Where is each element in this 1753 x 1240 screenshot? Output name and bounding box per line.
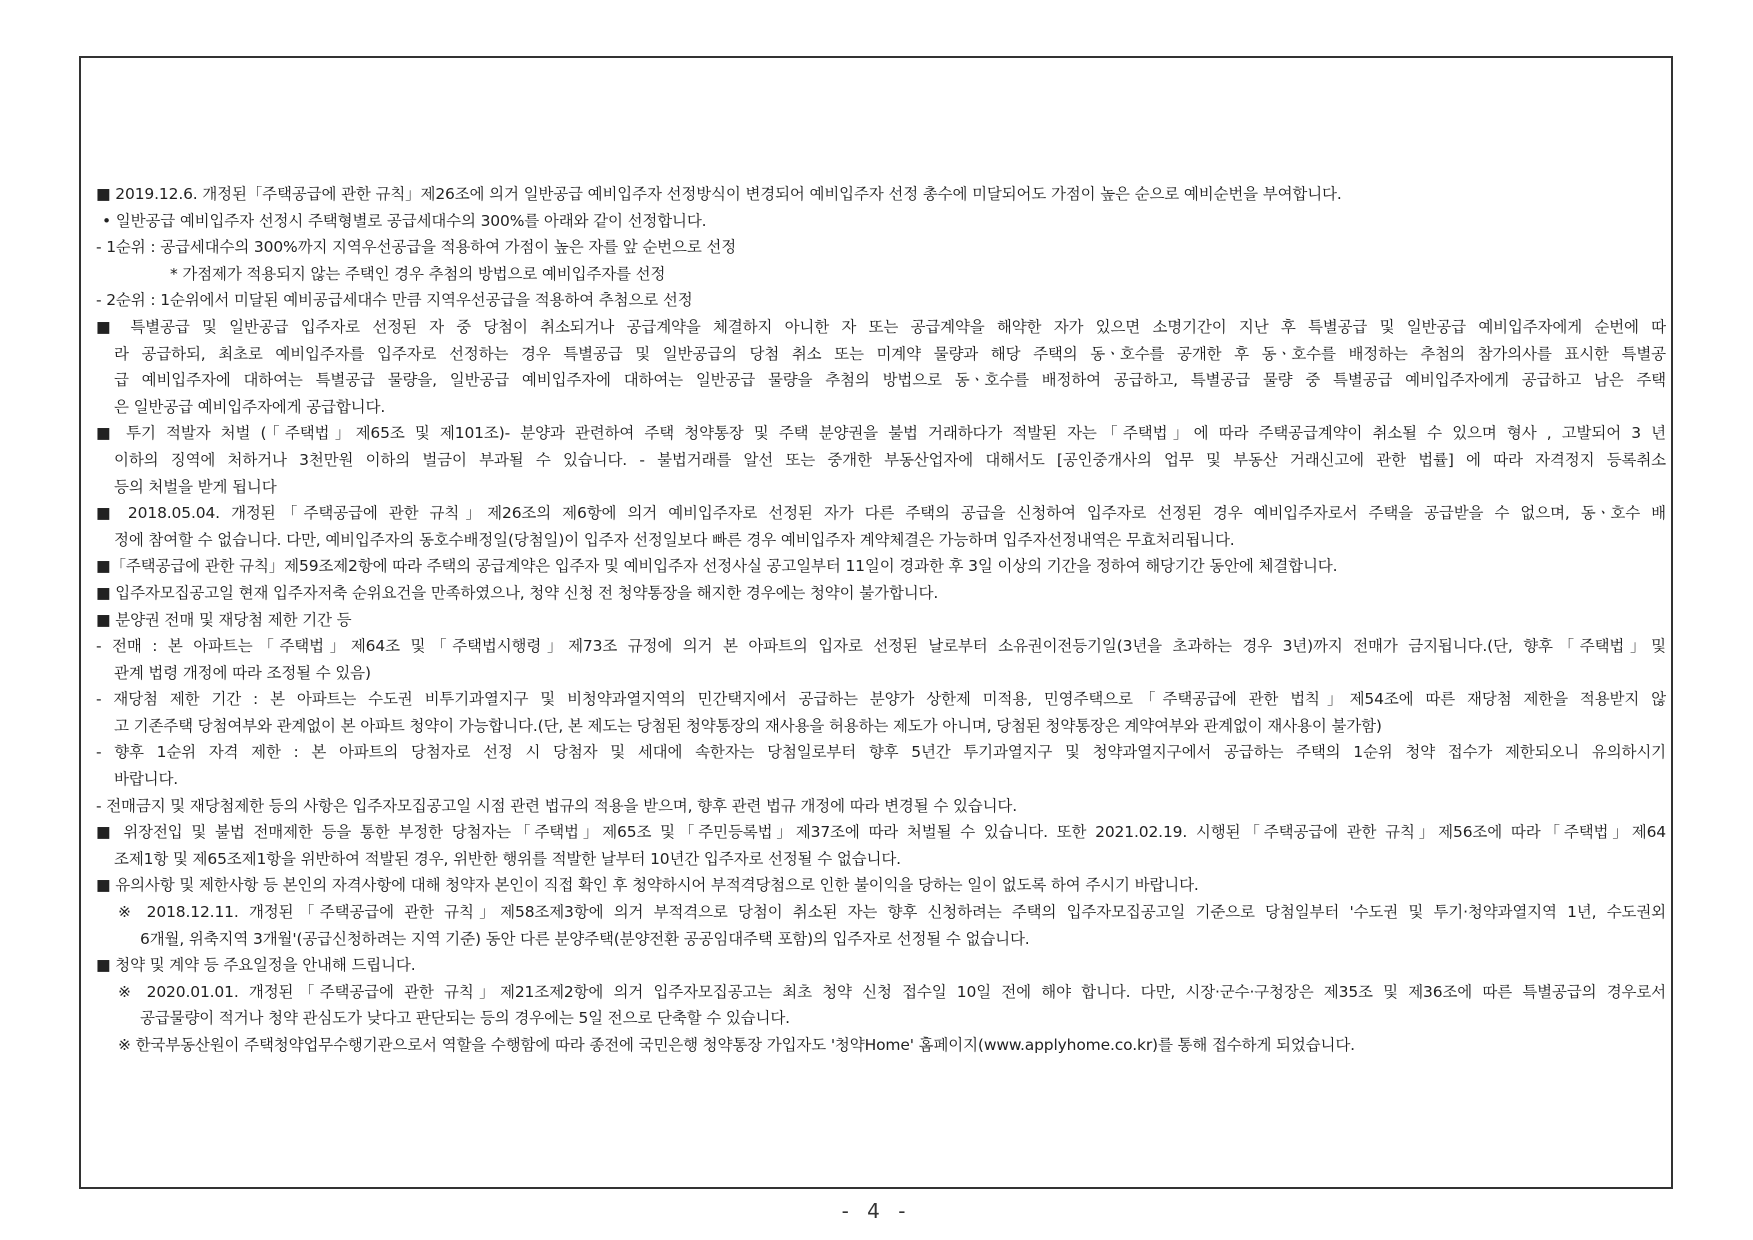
text-line: 등의 처벌을 받게 됩니다 <box>114 477 277 496</box>
text-line: 이하의 징역에 처하거나 3천만원 이하의 벌금이 부과될 수 있습니다. - 불법거래를 알선 또는 중개한 부동산업자에 대해서도 [공인중개사의 업무 및 부동산 거래신고에 관한 법률] 에 따라 자격정지 등록취소 <box>114 450 1666 469</box>
text-line: ■ 2018.05.04. 개정된「주택공급에 관한 규칙」제26조의 제6항에 의거 예비입주자로 선정된 자가 다른 주택의 공급을 신청하여 입주자로 선정된 경우 예비입주자로서 주택을 공급받을 수 없으며, 동ㆍ호수 배 <box>96 504 1666 523</box>
text-line: ■ 입주자모집공고일 현재 입주자저축 순위요건을 만족하였으나, 청약 신청 전 청약통장을 해지한 경우에는 청약이 불가합니다. <box>96 583 939 602</box>
text-line: ■ 청약 및 계약 등 주요일정을 안내해 드립니다. <box>96 956 416 975</box>
text-line: 라 공급하되, 최초로 예비입주자를 입주자로 선정하는 경우 특별공급 및 일반공급의 당첨 취소 또는 미계약 물량과 해당 주택의 동ㆍ호수를 공개한 후 동ㆍ호수를 배정하는 추첨의 참가의사를 표시한 특별공 <box>114 344 1666 363</box>
text-line: - 재당첨 제한 기간 : 본 아파트는 수도권 비투기과열지구 및 비청약과열지역의 민간택지에서 공급하는 분양가 상한제 미적용, 민영주택으로「주택공급에 관한 법칙」제54조에 따른 재당첨 제한을 적용받지 않 <box>96 690 1666 709</box>
text-line: 관계 법령 개정에 따라 조정될 수 있음) <box>114 663 371 682</box>
text-line: 급 예비입주자에 대하여는 특별공급 물량을, 일반공급 예비입주자에 대하여는 일반공급 물량을 추첨의 방법으로 동ㆍ호수를 배정하여 공급하고, 특별공급 물량 중 특별공급 예비입주자에게 공급하고 남은 주택 <box>114 371 1666 390</box>
text-line: ■ 위장전입 및 불법 전매제한 등을 통한 부정한 당첨자는「주택법」제65조 및「주민등록법」제37조에 따라 처벌될 수 있습니다. 또한 2021.02.19. 시행된「주택공급에 관한 규칙」제56조에 따라「주택법」제64 <box>96 823 1666 842</box>
text-line: - 전매 : 본 아파트는「주택법」제64조 및「주택법시행령」제73조 규정에 의거 본 아파트의 입자로 선정된 날로부터 소유권이전등기일(3년을 초과하는 경우 3년)까지 전매가 금지됩니다.(단, 향후「주택법」및 <box>96 637 1666 656</box>
text-line: ■ 2019.12.6. 개정된「주택공급에 관한 규칙」제26조에 의거 일반공급 예비입주자 선정방식이 변경되어 예비입주자 선정 총수에 미달되어도 가점이 높은 순으로 예비순번을 부여합니다. <box>96 185 1342 203</box>
text-line: * 가점제가 적용되지 않는 주택인 경우 추첨의 방법으로 예비입주자를 선정 <box>170 264 666 283</box>
text-line: ■ 투기 적발자 처벌 (「주택법」제65조 및 제101조)- 분양과 관련하여 주택 청약통장 및 주택 분양권을 불법 거래하다가 적발된 자는「주택법」에 따라 주택공급계약이 취소될 수 있으며 형사 , 고발되어 3 년 <box>96 424 1666 443</box>
text-line: 정에 참여할 수 없습니다. 다만, 예비입주자의 동호수배정일(당첨일)이 입주자 선정일보다 빠른 경우 예비입주자 계약체결은 가능하며 입주자선정내역은 무효처리됩니다. <box>114 530 1235 549</box>
text-line: 고 기존주택 당첨여부와 관계없이 본 아파트 청약이 가능합니다.(단, 본 제도는 당첨된 청약통장의 재사용을 허용하는 제도가 아니며, 당첨된 청약통장은 계약여부와 관계없이 재사용이 불가함) <box>114 716 1382 735</box>
text-line: ■ 분양권 전매 및 재당첨 제한 기간 등 <box>96 610 352 629</box>
text-line: 은 일반공급 예비입주자에게 공급합니다. <box>114 397 386 416</box>
page-number: - 4 - <box>841 1199 912 1223</box>
text-line: ※ 한국부동산원이 주택청약업무수행기관으로서 역할을 수행함에 따라 종전에 국민은행 청약통장 가입자도 '청약Home' 홈페이지(www.applyhome.co.kr)를 통해 접수하게 되었습니다. <box>118 1036 1355 1054</box>
text-line: - 1순위 : 공급세대수의 300%까지 지역우선공급을 적용하여 가점이 높은 자를 앞 순번으로 선정 <box>96 238 737 257</box>
text-line: ※ 2020.01.01. 개정된「주택공급에 관한 규칙」제21조제2항에 의거 입주자모집공고는 최초 청약 신청 접수일 10일 전에 해야 합니다. 다만, 시장·군수·구청장은 제35조 및 제36조에 따른 특별공급의 경우로서 <box>118 982 1666 1001</box>
text-line: ■「주택공급에 관한 규칙」제59조제2항에 따라 주택의 공급계약은 입주자 및 예비입주자 선정사실 공고일부터 11일이 경과한 후 3일 이상의 기간을 정하여 해당기간 동안에 체결합니다. <box>96 557 1338 576</box>
text-line: 6개월, 위축지역 3개월'(공급신청하려는 지역 기준) 동안 다른 분양주택(분양전환 공공임대주택 포함)의 입주자로 선정될 수 없습니다. <box>140 929 1030 948</box>
text-line: 바랍니다. <box>114 770 179 789</box>
text-line: ※ 2018.12.11. 개정된「주택공급에 관한 규칙」제58조제3항에 의거 부적격으로 당첨이 취소된 자는 향후 신청하려는 주택의 입주자모집공고일 기준으로 당첨일부터 '수도권 및 투기·청약과열지역 1년, 수도권외 <box>118 903 1666 922</box>
notice-content <box>96 181 1666 1059</box>
text-line: 공급물량이 적거나 청약 관심도가 낮다고 판단되는 등의 경우에는 5일 전으로 단축할 수 있습니다. <box>140 1009 790 1028</box>
text-line: - 향후 1순위 자격 제한 : 본 아파트의 당첨자로 선정 시 당첨자 및 세대에 속한자는 당첨일로부터 향후 5년간 투기과열지구 및 청약과열지구에서 공급하는 주택의 1순위 청약 접수가 제한되오니 유의하시기 <box>96 743 1666 762</box>
text-line: ■ 유의사항 및 제한사항 등 본인의 자격사항에 대해 청약자 본인이 직접 확인 후 청약하시어 부적격당첨으로 인한 불이익을 당하는 일이 없도록 하여 주시기 바랍니다. <box>96 876 1199 895</box>
text-line: - 전매금지 및 재당첨제한 등의 사항은 입주자모집공고일 시점 관련 법규의 적용을 받으며, 향후 관련 법규 개정에 따라 변경될 수 있습니다. <box>96 796 1018 815</box>
text-line: ■ 특별공급 및 일반공급 입주자로 선정된 자 중 당첨이 취소되거나 공급계약을 체결하지 아니한 자 또는 공급계약을 해약한 자가 있으면 소명기간이 지난 후 특별공급 및 일반공급 예비입주자에게 순번에 따 <box>96 317 1666 336</box>
text-line: 조제1항 및 제65조제1항을 위반하여 적발된 경우, 위반한 행위를 적발한 날부터 10년간 입주자로 선정될 수 없습니다. <box>114 849 901 868</box>
text-line: - 2순위 : 1순위에서 미달된 예비공급세대수 만큼 지역우선공급을 적용하여 추첨으로 선정 <box>96 291 693 310</box>
text-line: • 일반공급 예비입주자 선정시 주택형별로 공급세대수의 300%를 아래와 같이 선정합니다. <box>102 211 707 230</box>
